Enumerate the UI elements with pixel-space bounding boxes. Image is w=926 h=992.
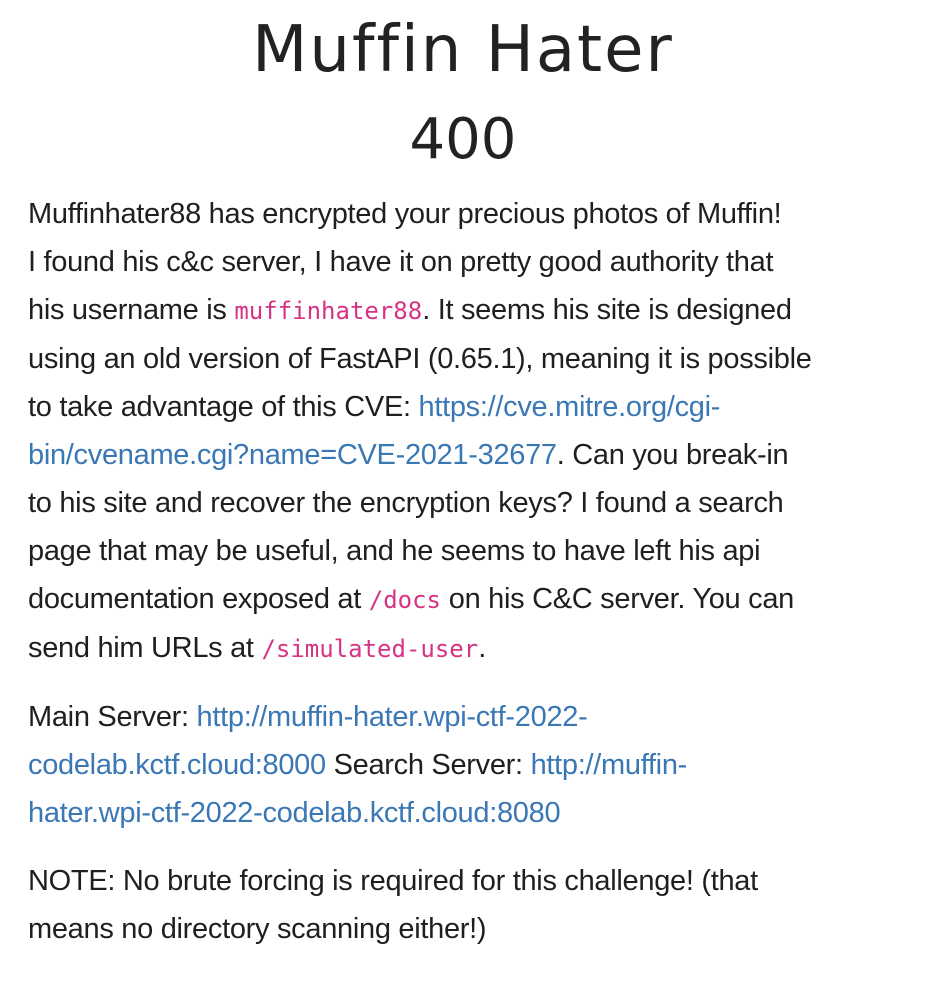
description-line [28,190,898,238]
description-text: page that may be useful, and he seems to have left his api [28,535,761,567]
description-line [28,479,898,527]
simulated-user-code: /simulated-user [261,635,479,663]
docs-code: /docs [368,586,441,614]
description-line [28,624,898,673]
search-server-link[interactable]: hater.wpi-ctf-2022-codelab.kctf.cloud:8080 [28,797,561,829]
description-line [28,383,898,431]
note-line: means no directory scanning either!) [28,913,487,945]
description-text: . Can you break-in [556,439,789,471]
description-line [28,527,898,575]
description-text: his username is [28,294,235,326]
description-line [28,286,898,335]
username-code: muffinhater88 [234,297,423,325]
description-line [28,335,898,383]
servers-line [28,693,898,741]
challenge-points: 400 [409,107,517,172]
description-text: send him URLs at [28,632,262,664]
description-text: I found his c&c server, I have it on pretty good authority that [28,246,774,278]
cve-link[interactable]: bin/cvename.cgi?name=CVE-2021-32677 [28,439,557,471]
cve-link[interactable]: https://cve.mitre.org/cgi- [418,391,721,423]
description-text: . [478,632,486,664]
description-text: . It seems his site is designed [422,294,792,326]
description-line [28,238,898,286]
note-paragraph [28,857,898,953]
servers-line [28,789,898,837]
description-text: on his C&C server. You can [441,583,794,615]
description-line [28,431,898,479]
note-line: NOTE: No brute forcing is required for this challenge! (that [28,865,758,897]
main-server-link[interactable]: codelab.kctf.cloud:8000 [28,749,326,781]
description-text: using an old version of FastAPI (0.65.1), meaning it is possible [28,343,812,375]
challenge-title: Muffin Hater [252,13,674,87]
main-server-label: Main Server: [28,701,197,733]
main-server-link[interactable]: http://muffin-hater.wpi-ctf-2022- [196,701,588,733]
challenge-description [28,190,898,973]
servers-line [28,741,898,789]
description-text: to his site and recover the encryption keys? I found a search [28,487,784,519]
description-line [28,575,898,624]
description-text: Muffinhater88 has encrypted your precious photos of Muffin! [28,198,782,230]
description-text: to take advantage of this CVE: [28,391,419,423]
servers-paragraph [28,693,898,837]
search-server-link[interactable]: http://muffin- [530,749,688,781]
search-server-label: Search Server: [325,749,531,781]
description-paragraph [28,190,898,673]
description-text: documentation exposed at [28,583,369,615]
